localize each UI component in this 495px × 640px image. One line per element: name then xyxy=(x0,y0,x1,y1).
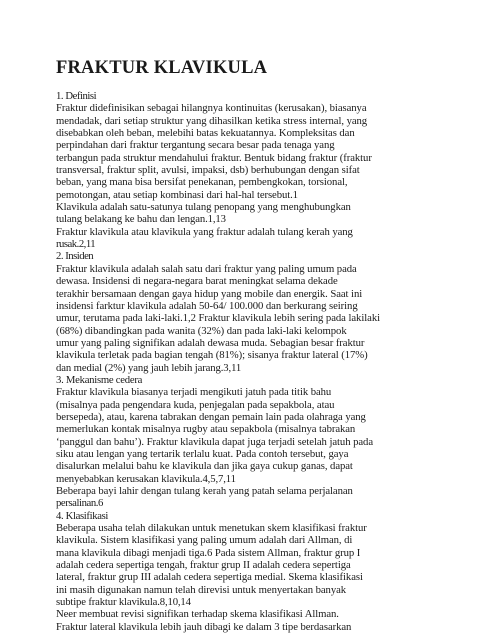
document-title: FRAKTUR KLAVIKULA xyxy=(56,58,268,78)
text-line: (misalnya pada pengendara kuda, penjegalan pada sepakbola, atau xyxy=(56,398,335,411)
text-line: (68%) dibandingkan pada wanita (32%) dan pada laki-laki kelompok xyxy=(56,324,347,337)
text-line: Beberapa bayi lahir dengan tulang kerah yang patah selama perjalanan xyxy=(56,485,353,497)
text-line: dan medial (2%) yang jauh lebih jarang.3,11 xyxy=(56,361,242,374)
text-line: ini masih digunakan namun telah direvisi untuk menyertakan banyak xyxy=(56,583,347,596)
text-line: Klavikula adalah satu-satunya tulang penopang yang menghubungkan xyxy=(56,201,351,214)
document-body xyxy=(56,90,495,633)
text-line: dewasa. Insidensi di negara-negara barat meningkat selama dekade xyxy=(56,275,338,288)
text-line: 1. Definisi xyxy=(56,90,97,102)
text-line: menyebabkan kerusakan klavikula.4,5,7,11 xyxy=(56,472,236,485)
text-line: umur, terutama pada laki-laki.1,2 Fraktur klavikula lebih sering pada lakilaki xyxy=(56,312,381,325)
text-line: Fraktur lateral klavikula lebih jauh dibagi ke dalam 3 tipe berdasarkan xyxy=(56,620,352,633)
text-line: adalah cedera sepertiga tengah, fraktur grup II adalah cedera sepertiga xyxy=(56,559,351,572)
text-line: mendadak, dari setiap struktur yang dihasilkan ketika stress internal, yang xyxy=(56,114,368,127)
text-line: memerlukan kontak misalnya rugby atau sepakbola (misalnya tabrakan xyxy=(56,423,356,436)
text-line: perpindahan dari fraktur tergantung secara besar pada tenaga yang xyxy=(56,139,335,152)
text-line: klavikula. Sistem klasifikasi yang paling umum adalah dari Allman, di xyxy=(56,534,353,547)
text-line: Fraktur klavikula biasanya terjadi mengikuti jatuh pada titik bahu xyxy=(56,386,332,399)
text-line: mana klavikula dibagi menjadi tiga.6 Pada sistem Allman, fraktur grup I xyxy=(56,546,361,559)
text-line: disebabkan oleh beban, melebihi batas kekuatannya. Kompleksitas dan xyxy=(56,127,355,140)
text-line: 2. Insiden xyxy=(56,250,94,263)
text-line: subtipe fraktur klavikula.8,10,14 xyxy=(56,596,191,609)
text-line: tulang belakang ke bahu dan lengan.1,13 xyxy=(56,213,226,226)
text-line: persalinan.6 xyxy=(56,497,103,510)
text-line: disalurkan melalui bahu ke klavikula dan jika gaya cukup ganas, dapat xyxy=(56,460,353,473)
text-line: terakhir bersamaan dengan gaya hidup yang mobile dan energik. Saat ini xyxy=(56,287,363,300)
text-line: Neer membuat revisi signifikan terhadap skema klasifikasi Allman. xyxy=(56,608,339,621)
text-line: Fraktur klavikula adalah salah satu dari fraktur yang paling umum pada xyxy=(56,262,357,275)
text-line: lateral, fraktur grup III adalah cedera sepertiga medial. Skema klasifikasi xyxy=(56,571,363,584)
text-line: rusak.2,11 xyxy=(56,238,96,251)
text-line: Fraktur klavikula atau klavikula yang fraktur adalah tulang kerah yang xyxy=(56,225,353,238)
text-line: transversal, fraktur split, avulsi, impaksi, dsb) berhubungan dengan sifat xyxy=(56,164,360,177)
text-line: terbangun pada struktur mendahului fraktur. Bentuk bidang fraktur (fraktur xyxy=(56,151,372,164)
text-line: klavikula terletak pada bagian tengah (81%); sisanya fraktur lateral (17%) xyxy=(56,349,368,362)
text-line: siku atau lengan yang tertarik terlalu kuat. Pada contoh tersebut, gaya xyxy=(56,447,349,460)
text-line: 3. Mekanisme cedera xyxy=(56,373,143,386)
text-line: Fraktur didefinisikan sebagai hilangnya kontinuitas (kerusakan), biasanya xyxy=(56,102,367,115)
text-line: bersepeda), atau, karena tabrakan dengan pemain lain pada olahraga yang xyxy=(56,410,366,423)
text-line: umur yang paling signifikan adalah dewasa muda. Sebagian besar fraktur xyxy=(56,336,365,349)
text-line: ‘panggul dan bahu’). Fraktur klavikula dapat juga terjadi setelah jatuh pada xyxy=(56,435,373,448)
text-line: beban, yang mana bisa bersifat penekanan, pembengkokan, torsional, xyxy=(56,176,348,189)
text-line: insidensi farktur klavikula adalah 50-64/ 100.000 dan berkurang seiring xyxy=(56,299,358,312)
text-line: Beberapa usaha telah dilakukan untuk menetukan skem klasifikasi fraktur xyxy=(56,522,367,535)
text-line: 4. Klasifikasi xyxy=(56,509,108,522)
text-line: pemotongan, atau setiap kombinasi dari hal-hal tersebut.1 xyxy=(56,188,298,201)
